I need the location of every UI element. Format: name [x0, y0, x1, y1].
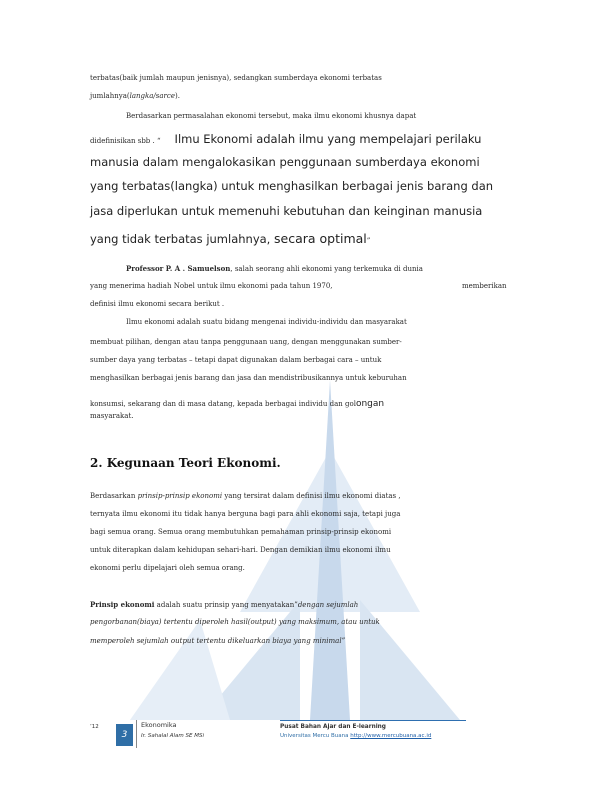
text-line: jumlahnya(langka/sarce). [90, 92, 180, 100]
footer-center-title: Pusat Bahan Ajar dan E-learning [280, 724, 386, 730]
text-line: didefinisikan sbb . “ Ilmu Ekonomi adalah ilmu yang mempelajari perilaku [90, 132, 482, 146]
text-line: konsumsi, sekarang dan di masa datang, kepada berbagai individu dan golongan [90, 399, 385, 409]
text-line: definisi ilmu ekonomi secara berikut . [90, 300, 225, 308]
text-line: yang terbatas(langka) untuk menghasilkan berbagai jenis barang dan [90, 179, 494, 193]
text-line: Berdasarkan permasalahan ekonomi tersebut, maka ilmu ekonomi khusnya dapat [126, 112, 417, 120]
text-line: memperoleh sejumlah output tertentu dikeluarkan biaya yang minimal” [90, 637, 346, 645]
text-line: yang tidak terbatas jumlahnya, secara optimal” [90, 231, 371, 246]
page-number-badge: 3 [116, 724, 133, 746]
text-line: bagi semua orang. Semua orang membutuhkan pemahaman prinsip-prinsip ekonomi [90, 528, 392, 536]
text-line: Berdasarkan prinsip-prinsip ekonomi yang tersirat dalam definisi ilmu ekonomi diatas , [90, 492, 401, 500]
text-line: yang menerima hadiah Nobel untuk ilmu ekonomi pada tahun 1970, [90, 282, 333, 290]
text-line: ternyata ilmu ekonomi itu tidak hanya berguna bagi para ahli ekonomi saja, tetapi juga [90, 510, 401, 518]
text-line: terbatas(baik jumlah maupun jenisnya), sedangkan sumberdaya ekonomi terbatas [90, 74, 382, 82]
text-line: memberikan [462, 282, 507, 290]
footer-mark: ’12 [90, 724, 99, 730]
text-line: masyarakat. [90, 412, 134, 420]
footer-url-link[interactable]: http://www.mercubuana.ac.id [350, 733, 432, 739]
footer-divider [136, 720, 137, 748]
text-line: untuk diterapkan dalam kehidupan sehari-hari. Dengan demikian ilmu ekonomi ilmu [90, 546, 391, 554]
text-line: Professor P. A . Samuelson, salah seorang ahli ekonomi yang terkemuka di dunia [126, 264, 423, 273]
section-heading: 2. Kegunaan Teori Ekonomi. [90, 456, 281, 470]
text-line: menghasilkan berbagai jenis barang dan jasa dan mendistribusikannya untuk keburuhan [90, 374, 407, 382]
text-line: manusia dalam mengalokasikan penggunaan sumberdaya ekonomi [90, 155, 480, 169]
footer-course: Ekonomika [141, 721, 177, 729]
text-line: membuat pilihan, dengan atau tanpa penggunaan uang, dengan menggunakan sumber- [90, 338, 402, 346]
footer-author: Ir. Sahalal Alam SE MSi [141, 733, 205, 739]
text-line: jasa diperlukan untuk memenuhi kebutuhan dan keinginan manusia [90, 204, 483, 218]
text-line: Ilmu ekonomi adalah suatu bidang mengenai individu-individu dan masyarakat [126, 318, 407, 326]
footer-university: Universitas Mercu Buana http://www.mercubuana.ac.id [280, 733, 432, 739]
footer-rule [280, 720, 466, 721]
text-line: ekonomi perlu dipelajari oleh semua orang. [90, 564, 245, 572]
text-line: Prinsip ekonomi adalah suatu prinsip yang menyatakan”dengan sejumlah [90, 600, 359, 609]
text-line: sumber daya yang terbatas – tetapi dapat digunakan dalam berbagai cara – untuk [90, 356, 382, 364]
text-line: pengorbanan(biaya) tertentu diperoleh hasil(output) yang maksimum, atau untuk [90, 618, 380, 626]
